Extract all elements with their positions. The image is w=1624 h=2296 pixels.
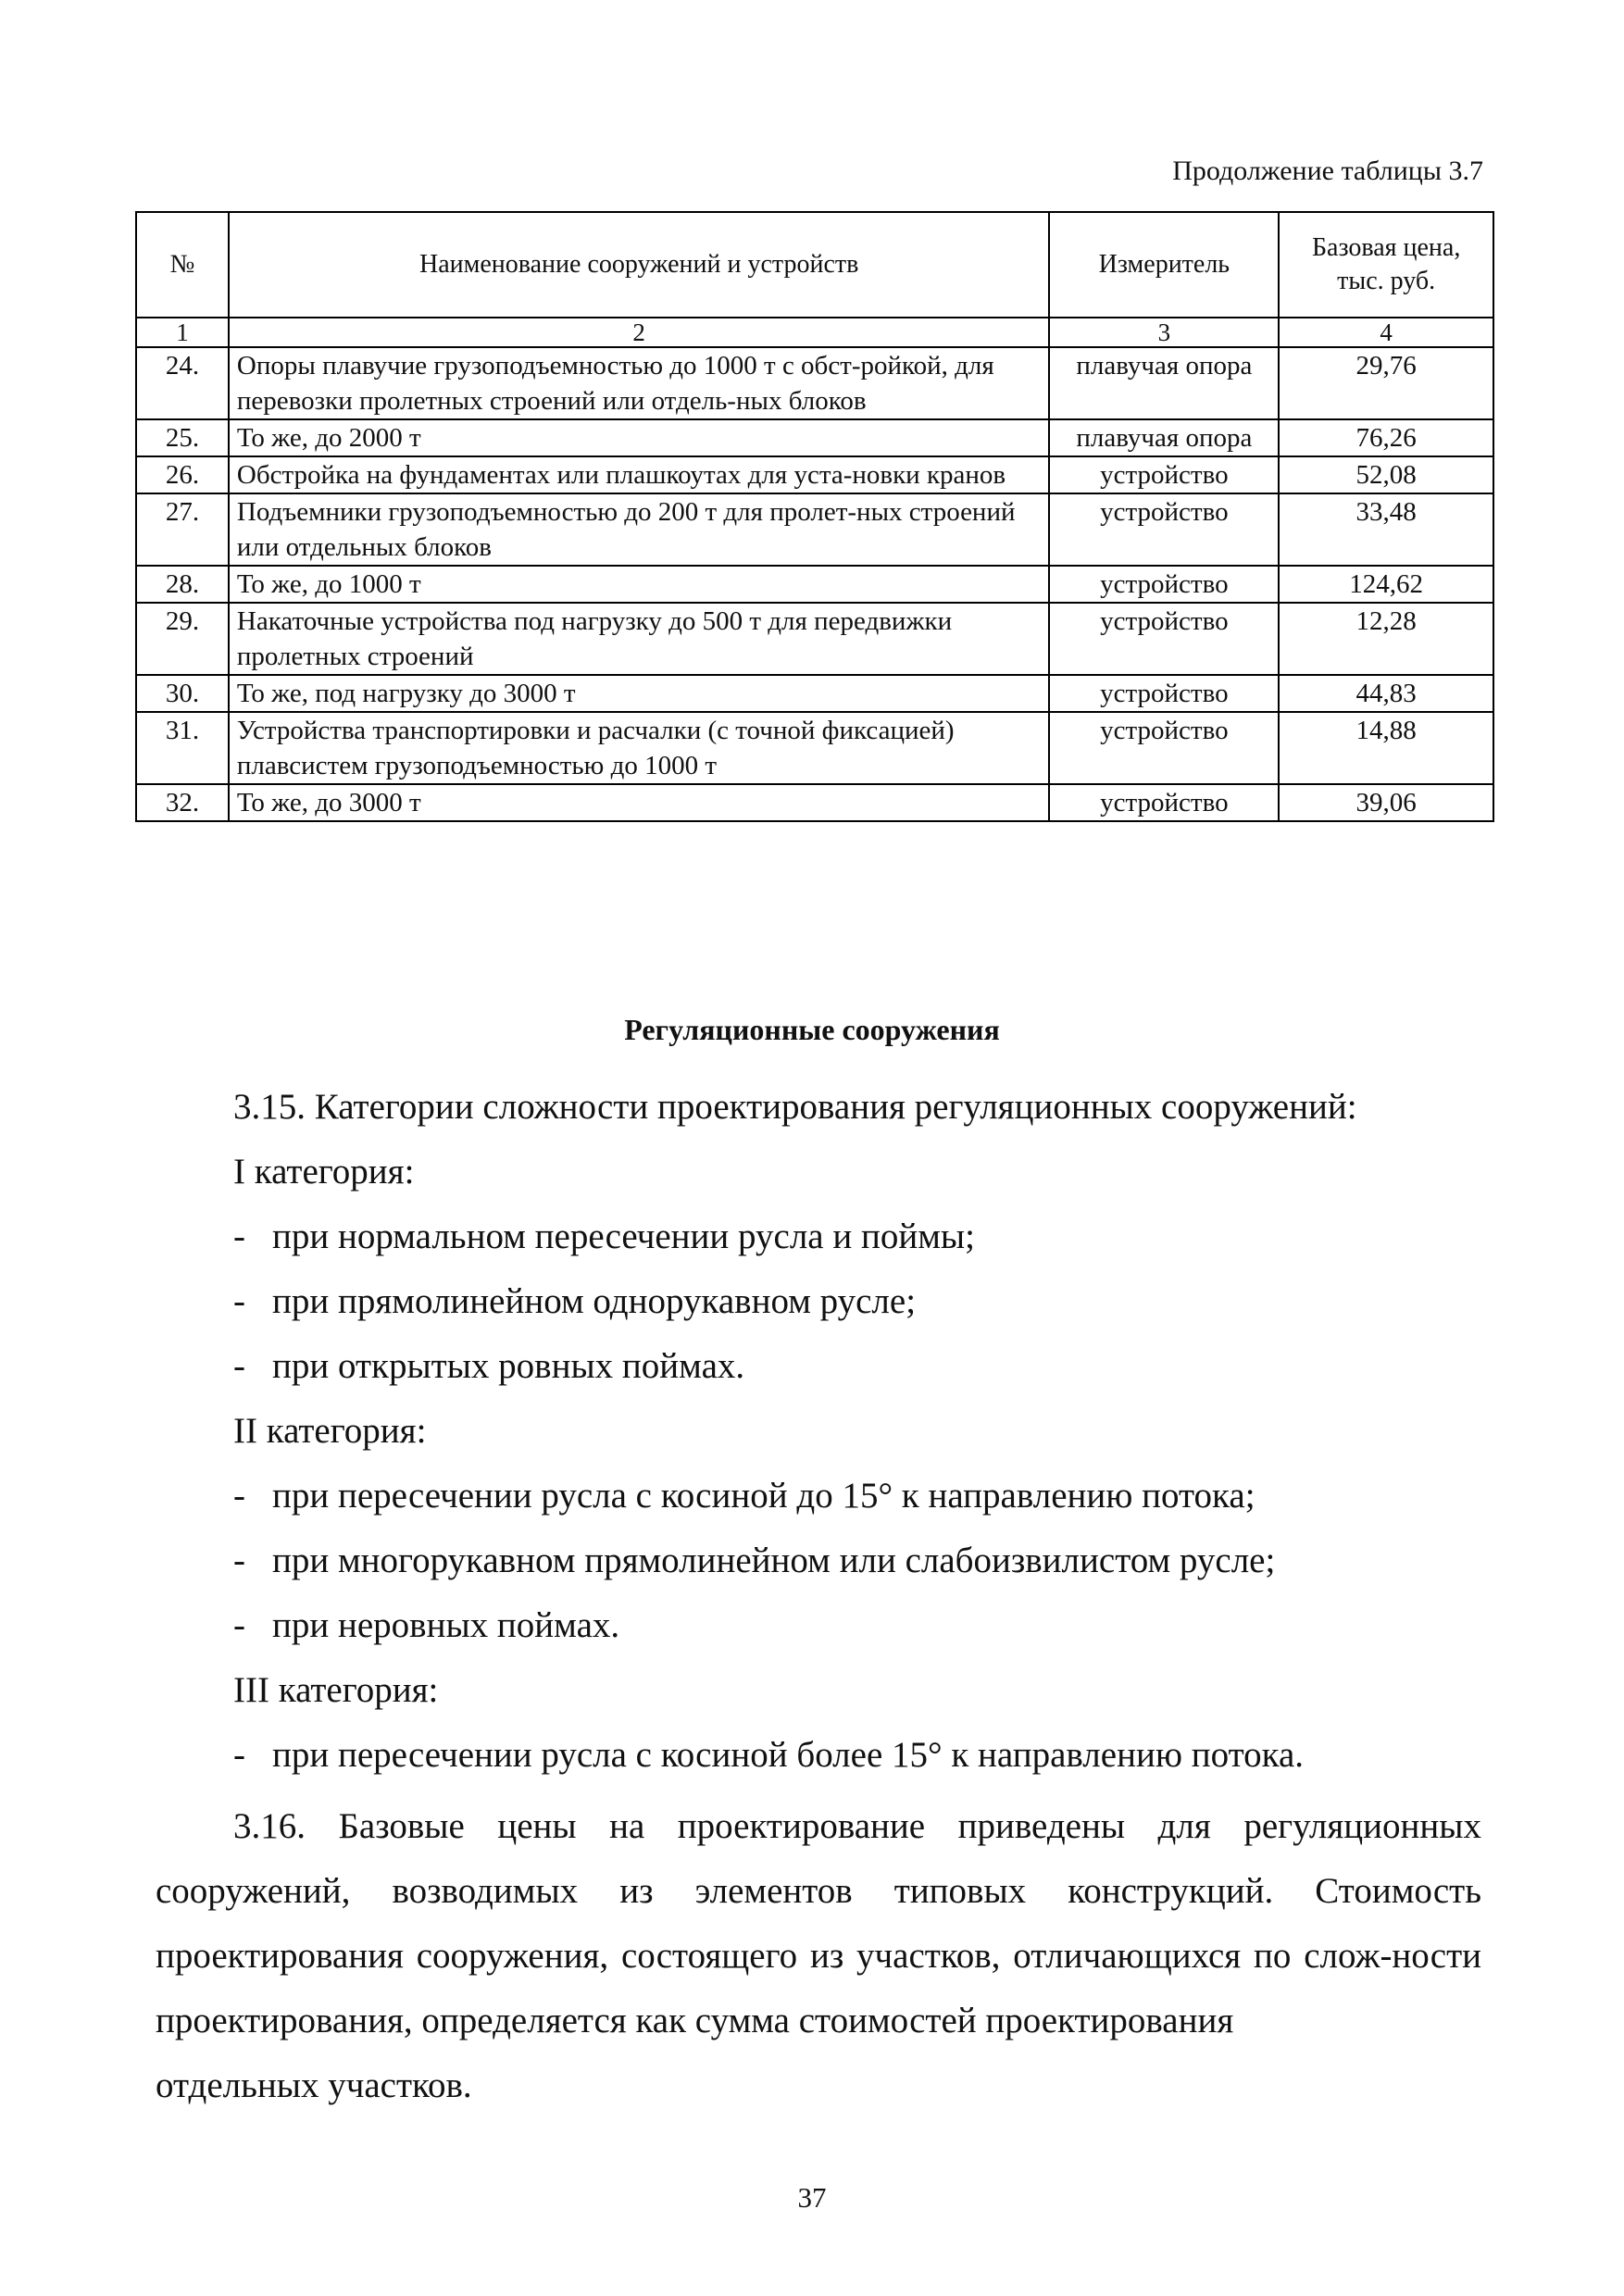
paragraph-3-15: 3.15. Категории сложности проектирования регуляционных сооружений: [233,1087,1357,1127]
header-price: Базовая цена, тыс. руб. [1279,212,1493,318]
table-column-numbers-row [136,318,1493,347]
table-row [136,675,1493,712]
row-unit: устройство [1049,493,1279,566]
table-row [136,493,1493,566]
row-unit: устройство [1049,675,1279,712]
row-price: 44,83 [1279,675,1493,712]
list-item [233,1215,975,1259]
list-item-text: при многорукавном прямолинейном или слабоизвилистом русле; [272,1541,1276,1580]
page-number: 37 [797,2181,827,2214]
list-dash: - [233,1217,245,1256]
table-row [136,347,1493,419]
row-name: То же, до 1000 т [229,566,1050,603]
row-name: Подъемники грузоподъемностью до 200 т для пролет-ных строений или отдельных блоков [229,493,1050,566]
paragraph-3-16-last-line: отдельных участков. [156,2065,472,2105]
row-unit: устройство [1049,456,1279,493]
column-number: 4 [1279,318,1493,347]
list-item [233,1603,619,1648]
category-3-heading: III категория: [233,1670,439,1710]
row-price: 52,08 [1279,456,1493,493]
row-name: Устройства транспортировки и расчалки (с точной фиксацией) плавсистем грузоподъемностью до 1000 т [229,712,1050,784]
row-unit: устройство [1049,566,1279,603]
header-number: № [136,212,229,318]
row-name: То же, до 2000 т [229,419,1050,456]
table-continuation-label: Продолжение таблицы 3.7 [1172,156,1483,186]
row-number: 25. [136,419,229,456]
row-price: 76,26 [1279,419,1493,456]
row-unit: плавучая опора [1049,419,1279,456]
list-dash: - [233,1476,245,1516]
table-row [136,566,1493,603]
column-number: 3 [1049,318,1279,347]
list-dash: - [233,1541,245,1580]
list-dash: - [233,1281,245,1321]
list-item [233,1344,744,1389]
section-title: Регуляционные сооружения [624,1013,1000,1046]
header-unit: Измеритель [1049,212,1279,318]
row-number: 29. [136,603,229,675]
table-header-row [136,212,1493,318]
row-number: 24. [136,347,229,419]
row-name: Накаточные устройства под нагрузку до 500 т для передвижки пролетных строений [229,603,1050,675]
header-name: Наименование сооружений и устройств [229,212,1050,318]
list-item-text: при нормальном пересечении русла и поймы; [272,1217,975,1256]
row-number: 32. [136,784,229,821]
row-name: Обстройка на фундаментах или плашкоутах для уста-новки кранов [229,456,1050,493]
table-row [136,419,1493,456]
row-unit: устройство [1049,712,1279,784]
list-item [233,1474,1255,1518]
paragraph-3-16: 3.16. Базовые цены на проектирование приведены для регуляционных сооружений, возводимых из элементов типовых конструкций. Стоимость проектирования сооружения, состоящего из участков, отличающихся по слож-ности проектирования, определяется как сумма стоимостей проектирования [156,1806,1481,2040]
list-item [233,1539,1275,1583]
list-dash: - [233,1605,245,1645]
list-item-text: при открытых ровных поймах. [272,1346,745,1386]
row-number: 30. [136,675,229,712]
list-item-text: при прямолинейном однорукавном русле; [272,1281,917,1321]
row-unit: устройство [1049,784,1279,821]
list-item-text: при пересечении русла с косиной более 15° к направлению потока. [272,1735,1305,1775]
list-dash: - [233,1735,245,1775]
row-unit: устройство [1049,603,1279,675]
table-row [136,456,1493,493]
row-price: 12,28 [1279,603,1493,675]
row-price: 29,76 [1279,347,1493,419]
row-number: 28. [136,566,229,603]
row-unit: плавучая опора [1049,347,1279,419]
row-name: То же, под нагрузку до 3000 т [229,675,1050,712]
price-table [135,211,1494,822]
row-number: 27. [136,493,229,566]
table-row [136,784,1493,821]
row-number: 31. [136,712,229,784]
category-2-heading: II категория: [233,1411,427,1451]
table-row [136,712,1493,784]
row-number: 26. [136,456,229,493]
row-price: 14,88 [1279,712,1493,784]
list-dash: - [233,1346,245,1386]
row-price: 33,48 [1279,493,1493,566]
row-name: Опоры плавучие грузоподъемностью до 1000 т с обст-ройкой, для перевозки пролетных строений или отдель-ных блоков [229,347,1050,419]
list-item [233,1279,916,1324]
list-item-text: при неровных поймах. [272,1605,620,1645]
column-number: 1 [136,318,229,347]
column-number: 2 [229,318,1050,347]
category-1-heading: I категория: [233,1152,415,1192]
row-name: То же, до 3000 т [229,784,1050,821]
row-price: 124,62 [1279,566,1493,603]
row-price: 39,06 [1279,784,1493,821]
list-item-text: при пересечении русла с косиной до 15° к направлению потока; [272,1476,1255,1516]
table-row [136,603,1493,675]
list-item [233,1733,1304,1778]
